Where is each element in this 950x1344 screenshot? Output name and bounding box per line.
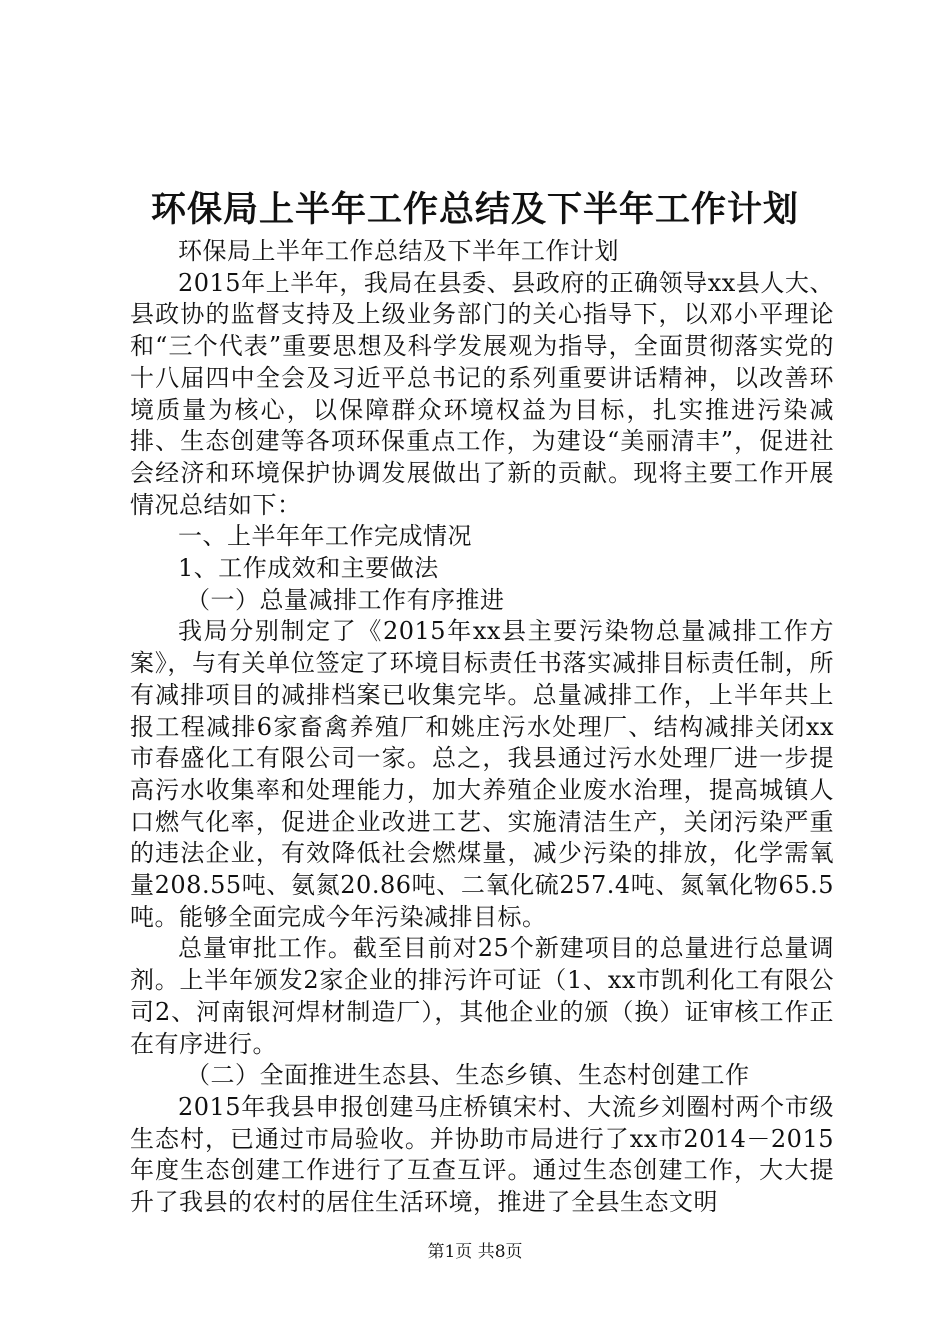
item-heading: （一）总量减排工作有序推进 (186, 585, 505, 614)
body-paragraph: 2015年我县申报创建马庄桥镇宋村、大流乡刘圈村两个市级生态村，已通过市局验收。并协助市局进行了xx市2014－2015年度生态创建工作进行了互查互评。通过生态创建工作，大大提升了我县的农村的居住生活环境，推进了全县生态文明 (130, 1092, 834, 1217)
body-paragraph: 总量审批工作。截至目前对25个新建项目的总量进行总量调剂。上半年颁发2家企业的排污许可证（1、xx市凯利化工有限公司2、河南银河焊材制造厂），其他企业的颁（换）证审核工作正在有序进行。 (130, 934, 834, 1058)
document-title: 环保局上半年工作总结及下半年工作计划 (150, 189, 799, 230)
document-body (130, 236, 834, 1219)
item-heading: （二）全面推进生态县、生态乡镇、生态村创建工作 (186, 1061, 750, 1090)
body-paragraph: 我局分别制定了《2015年xx县主要污染物总量减排工作方案》，与有关单位签定了环境目标责任书落实减排目标责任制，所有减排项目的减排档案已收集完毕。总量减排工作，上半年共上报工程减排6家畜禽养殖厂和姚庄污水处理厂、结构减排关闭xx市春盛化工有限公司一家。总之，我县通过污水处理厂进一步提高污水收集率和处理能力，加大养殖企业废水治理，提高城镇人口燃气化率，促进企业改进工艺、实施清洁生产，关闭污染严重的违法企业，有效降低社会燃煤量，减少污染的排放，化学需氧量208.55吨、氨氮20.86吨、二氧化硫257.4吨、氮氧化物65.5吨。能够全面完成今年污染减排目标。 (130, 617, 834, 931)
subtitle-paragraph: 环保局上半年工作总结及下半年工作计划 (178, 237, 619, 265)
intro-paragraph: 2015年上半年，我局在县委、县政府的正确领导xx县人大、县政协的监督支持及上级业务部门的关心指导下，以邓小平理论和“三个代表”重要思想及科学发展观为指导，全面贯彻落实党的十八届四中全会及习近平总书记的系列重要讲话精神，以改善环境质量为核心，以保障群众环境权益为目标，扎实推进污染减排、生态创建等各项环保重点工作，为建设“美丽清丰”，促进社会经济和环境保护协调发展做出了新的贡献。现将主要工作开展情况总结如下： (130, 268, 834, 519)
section-heading: 一、上半年年工作完成情况 (178, 522, 472, 551)
subsection-heading: 1、工作成效和主要做法 (178, 554, 439, 583)
page-number-footer: 第1页 共8页 (427, 1242, 523, 1262)
